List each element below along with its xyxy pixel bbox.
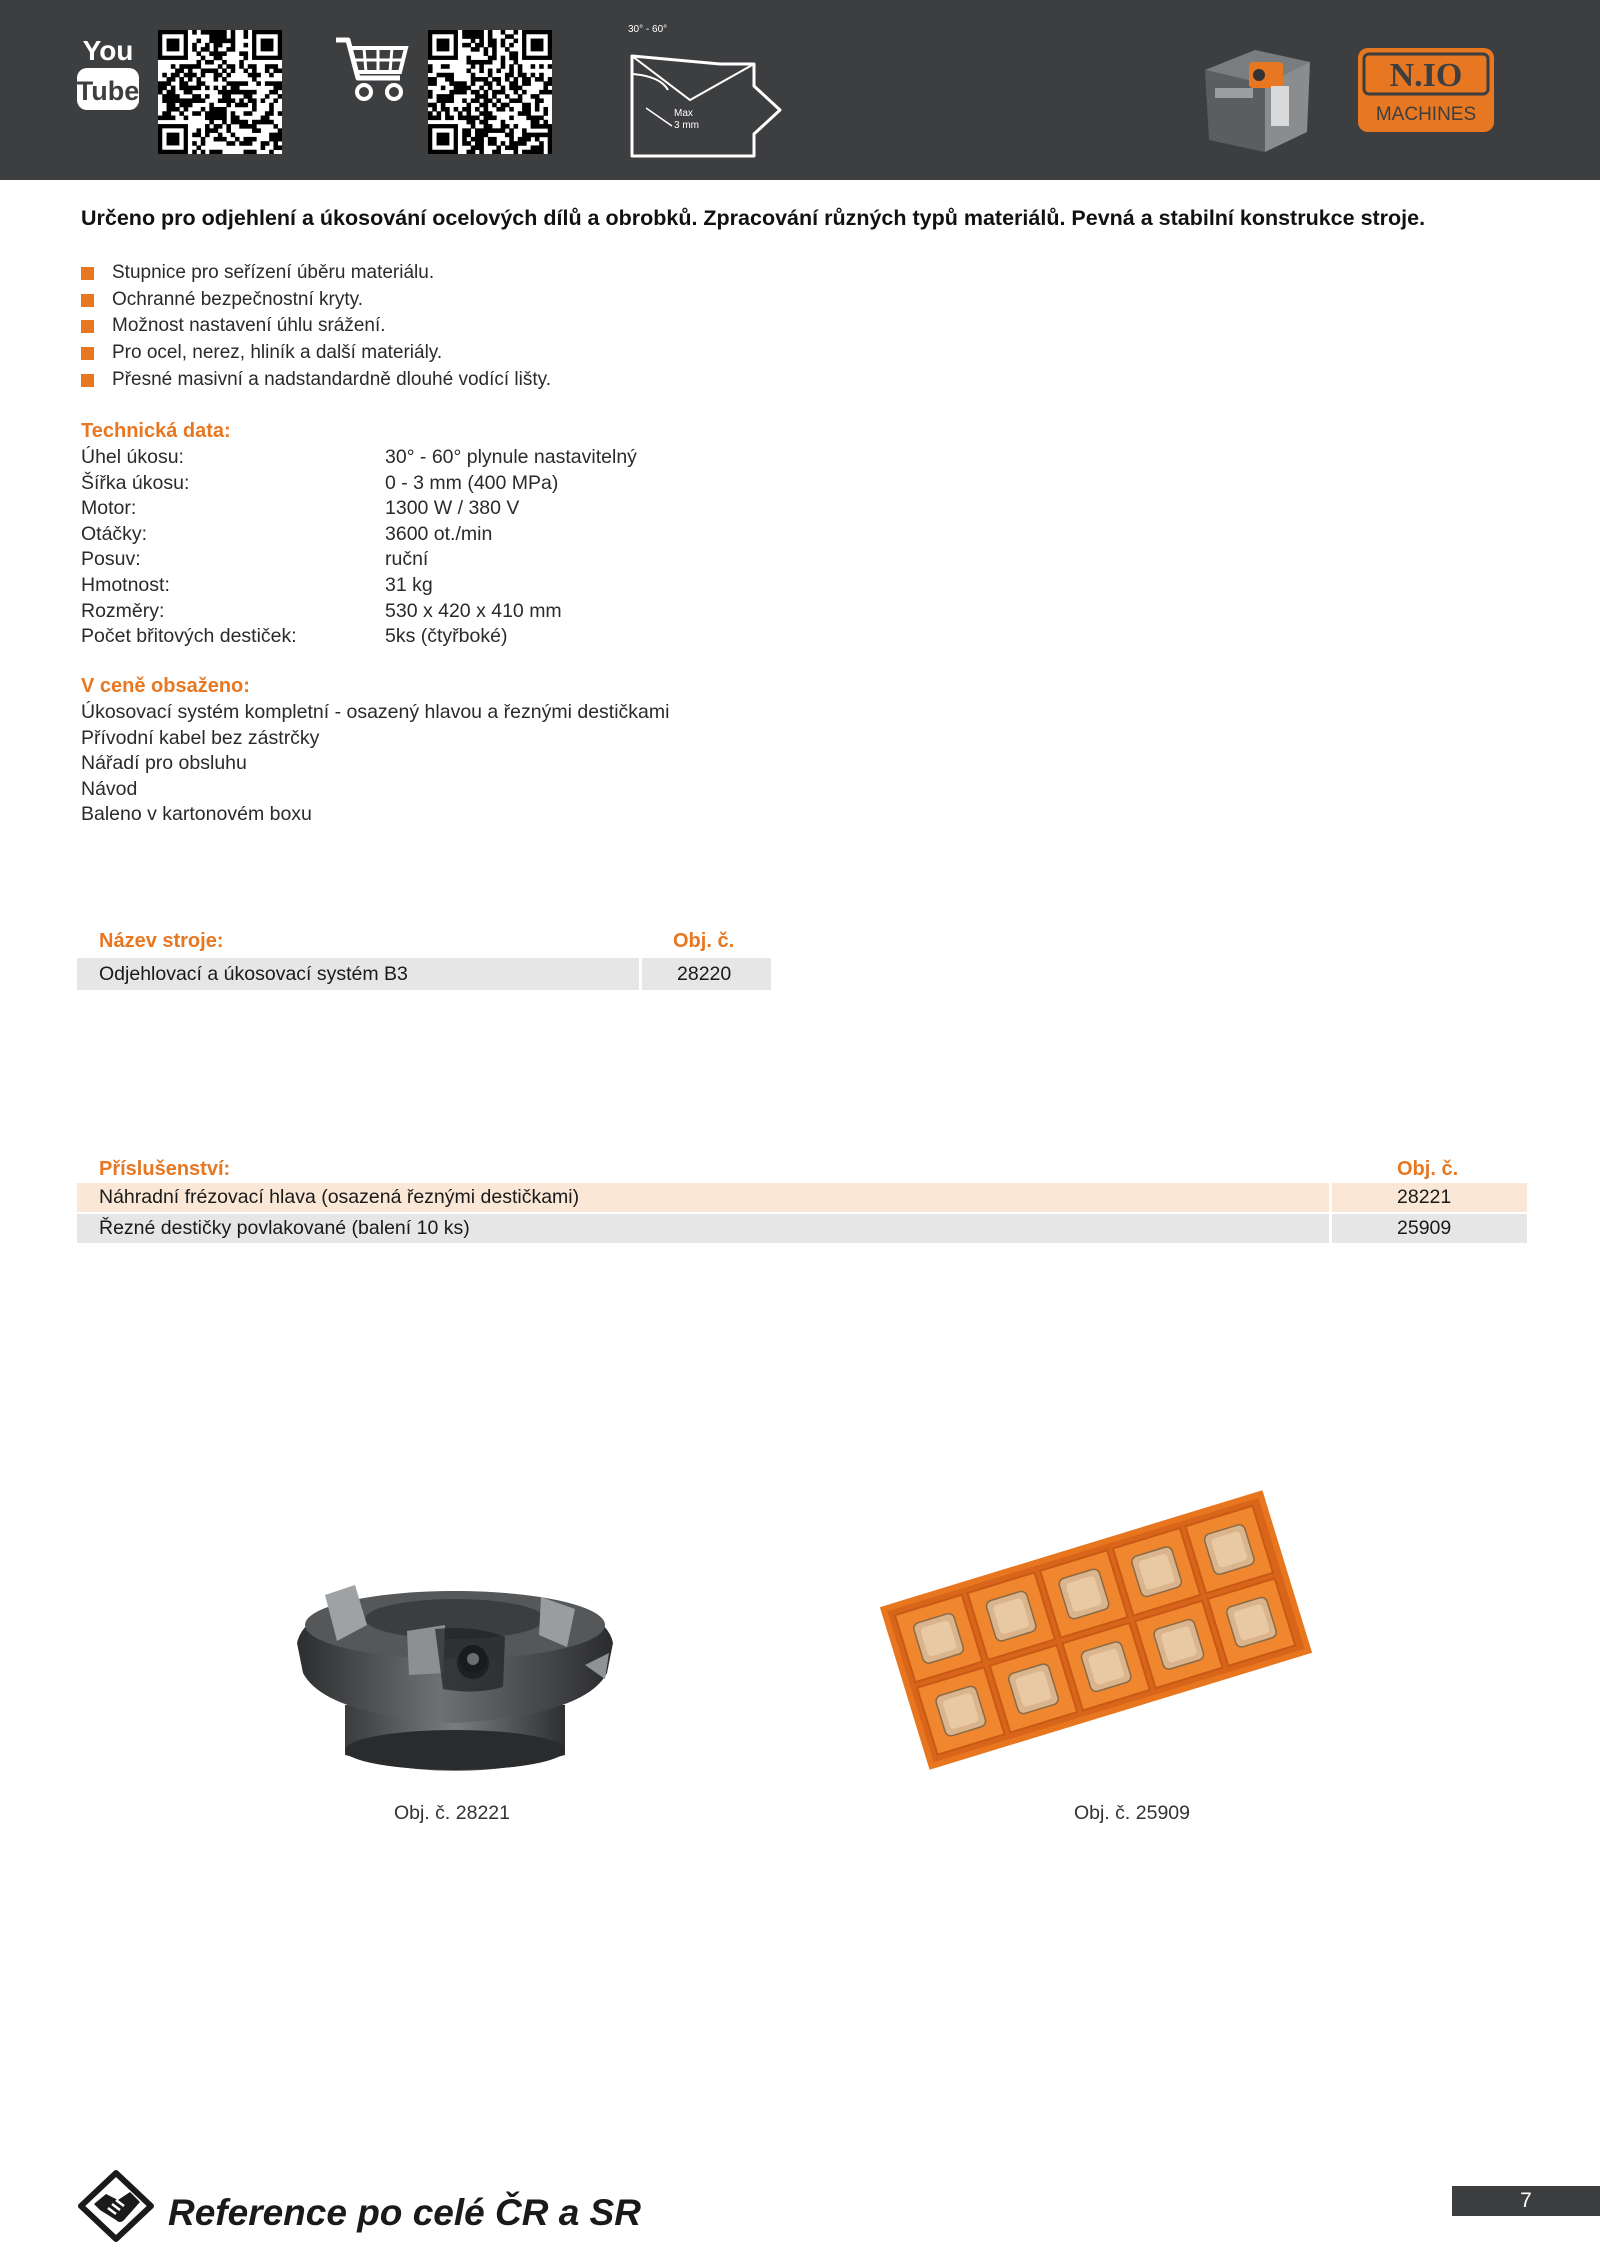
spec-key: Úhel úkosu:	[81, 446, 184, 468]
included-item: Baleno v kartonovém boxu	[81, 803, 312, 826]
spec-key: Otáčky:	[81, 522, 148, 545]
youtube-word-1: You	[82, 35, 134, 66]
machine-table-header-name: Název stroje:	[99, 930, 224, 952]
machine-table-name-cell: Odjehlovací a úkosovací systém B3	[77, 958, 639, 990]
spec-row	[81, 548, 781, 574]
spec-row	[81, 497, 781, 523]
feature-text: Možnost nastavení úhlu srážení.	[112, 315, 386, 337]
accessory-code-cell: 25909	[1332, 1214, 1527, 1243]
included-item: Přívodní kabel bez zástrčky	[81, 726, 320, 749]
feature-text: Přesné masivní a nadstandardně dlouhé vodící lišty.	[112, 368, 552, 390]
feature-item	[81, 315, 551, 342]
youtube-word-2: Tube	[76, 76, 140, 106]
included-item: Nářadí pro obsluhu	[81, 752, 247, 775]
accessory-name-cell: Náhradní frézovací hlava (osazená řeznými destičkami)	[77, 1183, 1329, 1212]
feature-item	[81, 262, 551, 289]
feature-text: Ochranné bezpečnostní kryty.	[112, 288, 363, 310]
shopping-cart-icon[interactable]	[334, 34, 410, 104]
machine-table-header-code: Obj. č.	[673, 930, 735, 952]
spec-value: 31 kg	[385, 573, 433, 596]
bullet-square-icon	[81, 294, 94, 307]
spec-row	[81, 625, 781, 651]
bullet-square-icon	[81, 374, 94, 387]
included-list	[81, 701, 981, 829]
diagram-depth-label: 3 mm	[674, 120, 699, 131]
bullet-square-icon	[81, 347, 94, 360]
feature-text: Pro ocel, nerez, hliník a další materiály.	[112, 342, 443, 364]
bullet-square-icon	[81, 267, 94, 280]
spec-row	[81, 523, 781, 549]
spec-value: 5ks (čtyřboké)	[385, 625, 508, 648]
included-item: Úkosovací systém kompletní - osazený hlavou a řeznými destičkami	[81, 701, 670, 723]
spec-key: Šířka úkosu:	[81, 471, 190, 494]
spec-value: 530 x 420 x 410 mm	[385, 599, 562, 622]
handshake-icon	[78, 2170, 154, 2242]
spec-value: 3600 ot./min	[385, 522, 493, 545]
youtube-icon[interactable]	[75, 32, 141, 112]
included-item: Návod	[81, 777, 138, 800]
spec-key: Rozměry:	[81, 599, 165, 622]
spec-value: 1300 W / 380 V	[385, 497, 520, 520]
accessory-name-cell: Řezné destičky povlakované (balení 10 ks)	[77, 1214, 1329, 1243]
tech-data-heading: Technická data:	[81, 420, 231, 442]
qr-code-youtube[interactable]	[158, 30, 282, 154]
spec-value: 0 - 3 mm (400 MPa)	[385, 471, 559, 494]
spec-value: ruční	[385, 548, 429, 571]
spec-row	[81, 472, 781, 498]
feature-item	[81, 342, 551, 369]
feature-item	[81, 289, 551, 316]
accessories-table	[77, 1156, 1527, 1246]
feature-list	[81, 262, 551, 395]
spec-key: Hmotnost:	[81, 573, 170, 596]
spec-key: Počet břitových destiček:	[81, 625, 297, 648]
qr-code-eshop[interactable]	[428, 30, 552, 154]
logo-letters: N.IO	[1389, 57, 1463, 94]
bullet-square-icon	[81, 320, 94, 333]
footer-reference-text: Reference po celé ČR a SR	[168, 2192, 641, 2233]
feature-text: Stupnice pro seřízení úběru materiálu.	[112, 262, 435, 283]
spec-row	[81, 446, 781, 472]
image-caption-inserts: Obj. č. 25909	[1074, 1802, 1190, 1824]
spec-key: Motor:	[81, 497, 137, 520]
milling-head-image	[285, 1555, 625, 1780]
image-caption-head: Obj. č. 28221	[394, 1802, 510, 1824]
feature-item	[81, 369, 551, 396]
machine-table	[77, 928, 771, 992]
intro-text: Určeno pro odjehlení a úkosování ocelových dílů a obrobků. Zpracování různých typů materiálů. Pevná a stabilní konstrukce stroje.	[81, 206, 1426, 230]
spec-row	[81, 574, 781, 600]
nio-machines-logo	[1356, 46, 1496, 134]
diagram-angle-label: 30° - 60°	[628, 24, 668, 35]
spec-key: Posuv:	[81, 548, 141, 571]
spec-value: 30° - 60° plynule nastavitelný	[385, 446, 637, 468]
machine-table-code-cell: 28220	[642, 958, 771, 990]
accessory-code-cell: 28221	[1332, 1183, 1527, 1212]
accessories-header-code: Obj. č.	[1397, 1158, 1459, 1180]
page-number: 7	[1452, 2186, 1600, 2216]
accessories-header-name: Příslušenství:	[99, 1158, 231, 1180]
spec-row	[81, 600, 781, 626]
header-bar	[0, 0, 1600, 180]
machine-product-image	[1195, 40, 1315, 155]
included-heading: V ceně obsaženo:	[81, 675, 250, 697]
logo-machines-text: MACHINES	[1375, 104, 1477, 125]
tech-data-list	[81, 446, 781, 651]
bevel-angle-diagram	[620, 20, 790, 160]
diagram-max-label: Max	[674, 108, 693, 119]
cutting-inserts-image	[872, 1480, 1320, 1780]
